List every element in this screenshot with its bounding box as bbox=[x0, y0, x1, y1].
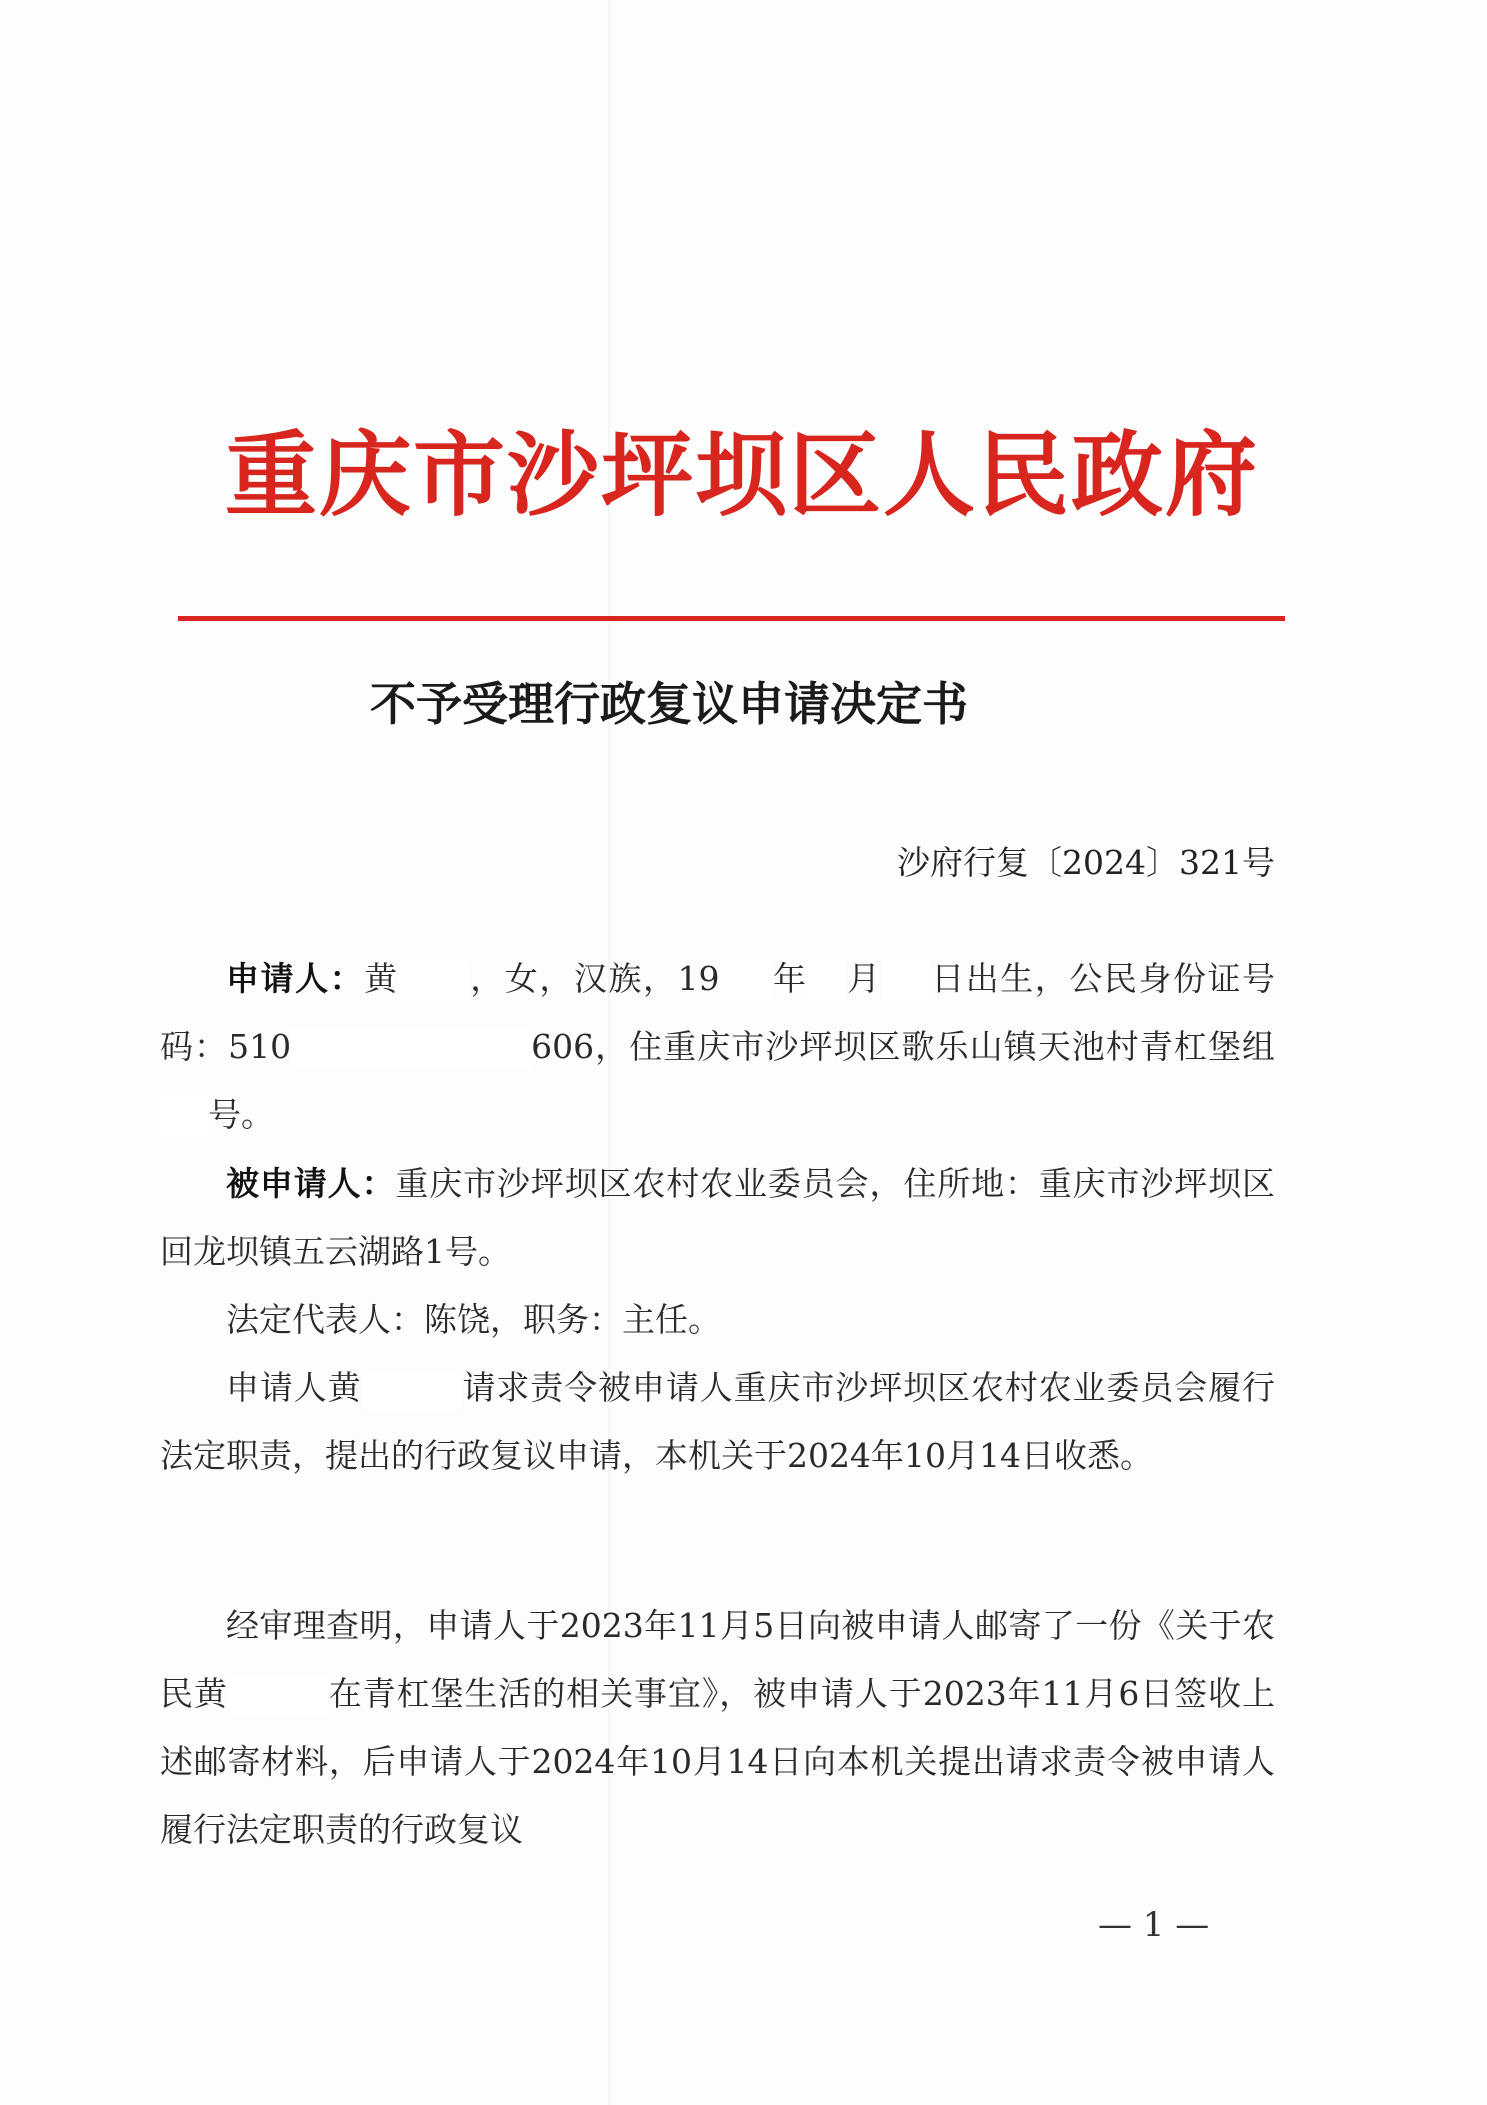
respondent-label: 被申请人： bbox=[226, 1164, 396, 1203]
request-paragraph bbox=[160, 1354, 1275, 1490]
page-number: — 1 — bbox=[1098, 1905, 1210, 1945]
findings-paragraph bbox=[160, 1592, 1275, 1864]
request-prefix: 申请人黄 bbox=[226, 1368, 362, 1407]
respondent-line bbox=[160, 1150, 1275, 1286]
redaction-box bbox=[291, 1029, 531, 1069]
document-number: 沙府行复〔2024〕321号 bbox=[897, 843, 1275, 882]
representative-text: 法定代表人：陈饶，职务：主任。 bbox=[226, 1300, 721, 1339]
birth-year: 19 bbox=[677, 959, 720, 998]
redaction-box bbox=[228, 1676, 328, 1716]
request-text: 请求责令被申请人重庆市沙坪坝区农村农业委员会履行法定职责，提出的行政复议申请，本机关于2024年10月14日收悉。 bbox=[160, 1368, 1276, 1475]
address-suffix: 号。 bbox=[208, 1095, 274, 1134]
applicant-line: 申请人：黄 ，女，汉族，19 年 月 日出生，公民身份证号码：510 606，住重庆市沙坪坝区歌乐山镇天池村青杠堡组号。 bbox=[160, 945, 1275, 1149]
redaction-box bbox=[720, 961, 772, 1001]
id-prefix: 身份证号码：510 bbox=[160, 959, 1276, 1066]
applicant-label: 申请人： bbox=[226, 959, 365, 998]
address-part1: ，住重庆市沙坪坝区歌乐山镇 bbox=[594, 1027, 1038, 1066]
findings-text: 在青杠堡生活的相关事宜》，被申请人于2023年11月6日签收上述邮寄材料，后申请人于2024年10月14日向本机关提出请求责令被申请人履行法定职责的行政复议 bbox=[160, 1674, 1275, 1849]
respondent-paragraph bbox=[160, 1150, 1275, 1490]
redaction-box bbox=[882, 961, 930, 1001]
redaction-box bbox=[808, 961, 846, 1001]
findings-line bbox=[160, 1592, 1275, 1864]
month-unit: 月 bbox=[845, 959, 882, 998]
applicant-paragraph bbox=[160, 945, 1275, 1149]
id-suffix: 606 bbox=[531, 1027, 595, 1066]
applicant-name: 黄 bbox=[364, 959, 399, 998]
red-separator-rule bbox=[178, 616, 1285, 621]
respondent-text: 重庆市沙坪坝区农村农业委员会，住所地：重庆市沙坪坝区回龙坝镇五云湖路1号。 bbox=[160, 1164, 1276, 1271]
year-unit: 年 bbox=[771, 959, 808, 998]
representative-line bbox=[160, 1286, 1275, 1354]
document-title: 不予受理行政复议申请决定书 bbox=[370, 677, 968, 731]
redaction-box bbox=[160, 1097, 208, 1137]
address-part2: 天池村青杠堡组 bbox=[1037, 1027, 1275, 1066]
applicant-sex: 女 bbox=[504, 959, 540, 998]
birth-suffix: 日出生，公民 bbox=[929, 959, 1139, 998]
redaction-box bbox=[399, 961, 469, 1001]
redaction-box bbox=[362, 1370, 462, 1410]
findings-prefix: 经审理查明，申请人于2023年11月5日向被申请人邮寄了一份《关于农民黄 bbox=[160, 1606, 1275, 1713]
applicant-ethnicity: 汉族 bbox=[573, 959, 643, 998]
issuer-heading: 重庆市沙坪坝区人民政府 bbox=[225, 421, 1260, 529]
